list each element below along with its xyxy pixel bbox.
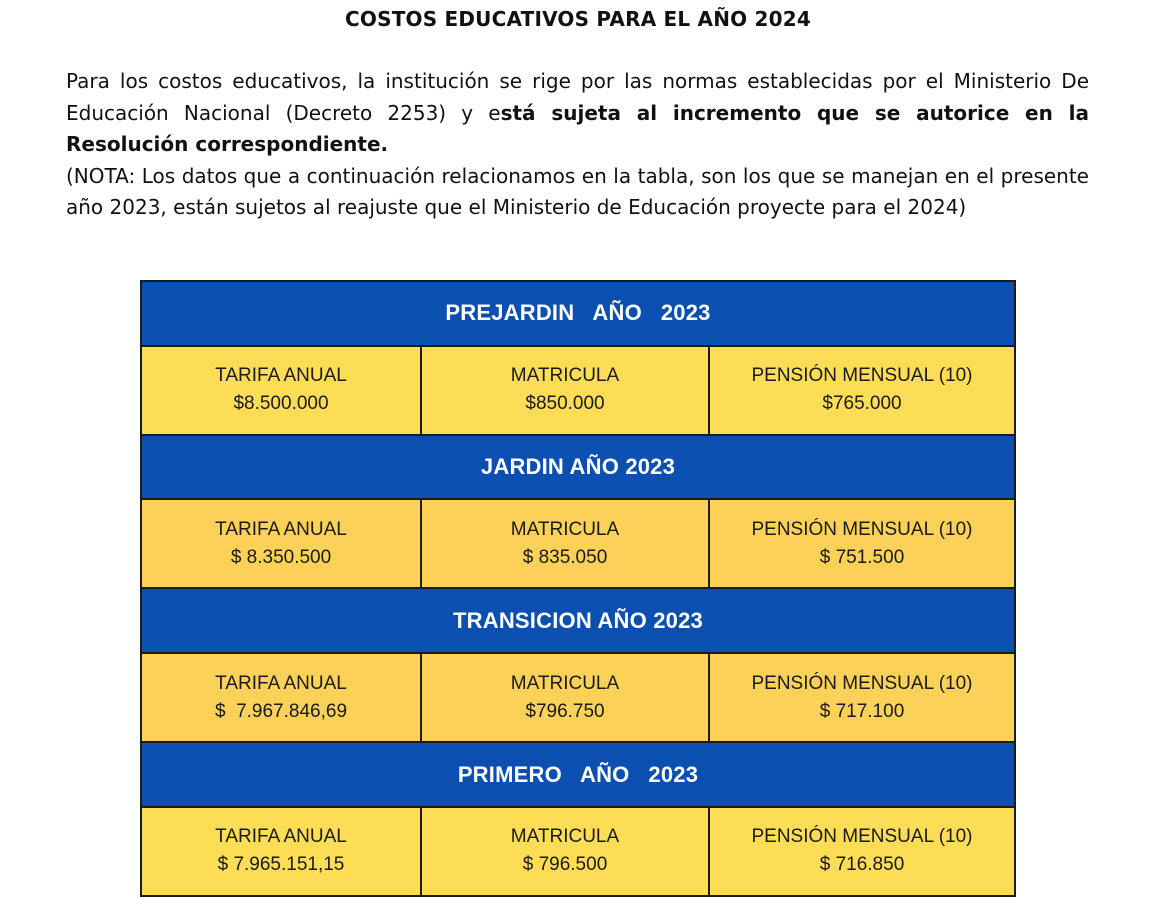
intro-bold-text: stá sujeta al incremento que se autorice en la Resolución correspondiente. [66,100,1089,156]
pension-cell [709,346,1015,435]
section-heading-transicion: TRANSICION AÑO 2023 [141,588,1015,653]
pension-value: $ 751.500 [819,546,905,568]
page-title: COSTOS EDUCATIVOS PARA EL AÑO 2024 [345,7,811,31]
section-heading-jardin: JARDIN AÑO 2023 [141,435,1015,500]
costs-table [140,280,1016,897]
tarifa-anual-label: TARIFA ANUAL [215,826,347,848]
note-paragraph: (NOTA: Los datos que a continuación relacionamos en la tabla, son los que se manejan en el presente año 2023, están sujetos al reajuste que el Ministerio de Educación proyecte para el 2024) [66,163,1089,219]
price-row [141,807,1015,896]
tarifa-anual-value: $ 8.350.500 [230,546,332,568]
price-row [141,346,1015,435]
tarifa-anual-cell [141,653,421,742]
matricula-value: $850.000 [525,393,605,415]
matricula-label: MATRICULA [510,826,620,848]
tarifa-anual-cell [141,346,421,435]
tarifa-anual-value: $ 7.967.846,69 [214,700,348,722]
matricula-label: MATRICULA [510,518,620,540]
tarifa-anual-cell [141,807,421,896]
matricula-label: MATRICULA [510,365,620,387]
pension-label: PENSIÓN MENSUAL (10) [751,672,973,694]
section-header-row [141,588,1015,653]
tarifa-anual-value: $ 7.965.151,15 [217,854,345,876]
matricula-cell [421,653,709,742]
intro-text [66,66,1089,224]
price-row [141,499,1015,588]
pension-label: PENSIÓN MENSUAL (10) [751,826,973,848]
tarifa-anual-cell [141,499,421,588]
intro-normal-text: Para los costos educativos, la institución se rige por las normas establecidas por el Ministerio De Educación Nacional (Decreto 2253) y e [66,69,1089,125]
tarifa-anual-value: $8.500.000 [233,393,329,415]
price-row [141,653,1015,742]
section-heading-prejardin: PREJARDIN AÑO 2023 [141,281,1015,346]
section-heading-primero: PRIMERO AÑO 2023 [141,742,1015,807]
pension-value: $765.000 [822,393,902,415]
matricula-value: $ 835.050 [522,546,608,568]
tarifa-anual-label: TARIFA ANUAL [215,518,347,540]
pension-cell [709,807,1015,896]
pension-label: PENSIÓN MENSUAL (10) [751,518,973,540]
section-header-row [141,435,1015,500]
intro-paragraph [66,66,1089,161]
matricula-cell [421,807,709,896]
section-header-row [141,281,1015,346]
matricula-value: $796.750 [525,700,605,722]
matricula-cell [421,346,709,435]
pension-value: $ 717.100 [819,700,905,722]
pension-cell [709,499,1015,588]
pension-value: $ 716.850 [819,854,905,876]
matricula-label: MATRICULA [510,672,620,694]
pension-cell [709,653,1015,742]
tarifa-anual-label: TARIFA ANUAL [215,672,347,694]
matricula-cell [421,499,709,588]
pension-label: PENSIÓN MENSUAL (10) [751,365,973,387]
tarifa-anual-label: TARIFA ANUAL [215,365,347,387]
section-header-row [141,742,1015,807]
matricula-value: $ 796.500 [522,854,608,876]
